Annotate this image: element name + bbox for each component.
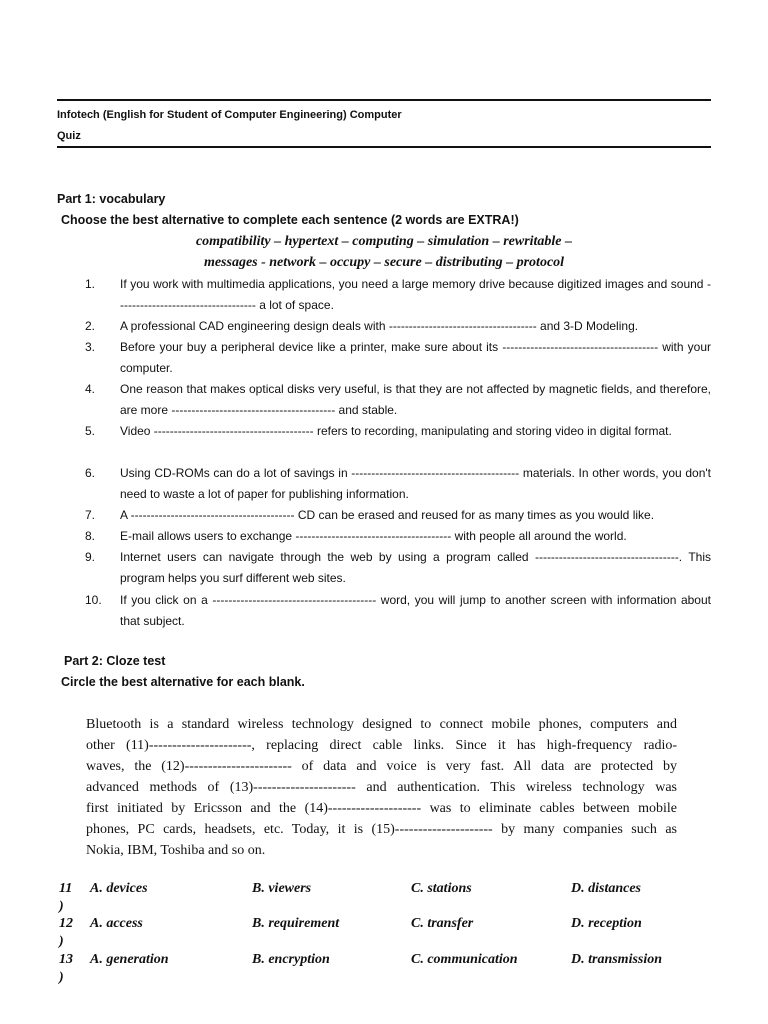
question-text: A ----------------------------------------- CD can be erased and reused for as many times as you would like. xyxy=(120,508,655,522)
option-b[interactable]: B. encryption xyxy=(252,952,330,967)
question-text: Video ---------------------------------------- refers to recording, manipulating and storing video in digital format. xyxy=(120,424,672,438)
option-c[interactable]: C. communication xyxy=(411,952,518,967)
question-text: If you work with multimedia applications, you need a large memory drive because digitized images and sound ----------------------------------- a lot of space. xyxy=(120,277,711,312)
option-d[interactable]: D. distances xyxy=(571,881,641,896)
blank-number: 11 ) xyxy=(59,881,73,914)
option-a[interactable]: A. devices xyxy=(90,881,148,896)
question-number: 10. xyxy=(85,593,102,607)
question-text: If you click on a ----------------------------------------- word, you will jump to another screen with information about that subject. xyxy=(120,593,711,628)
option-a[interactable]: A. generation xyxy=(90,952,169,967)
question-number: 8. xyxy=(85,529,96,543)
part1-title: Part 1: vocabulary xyxy=(57,192,166,206)
question-text: Before your buy a peripheral device like a printer, make sure about its --------------------------------------- with your computer. xyxy=(120,340,711,375)
paragraph-line: waves, the (12)----------------------- of data and voice is very fast. All data are protected by xyxy=(86,759,677,774)
blank-number: 12 ) xyxy=(59,916,73,949)
option-b[interactable]: B. viewers xyxy=(252,881,312,896)
question-number: 6. xyxy=(85,466,96,480)
header-course-title: Infotech (English for Student of Computer Engineering) Computer xyxy=(57,109,402,121)
option-b[interactable]: B. requirement xyxy=(252,916,340,931)
paragraph-line: Nokia, IBM, Toshiba and so on. xyxy=(86,843,266,858)
paragraph-line: first initiated by Ericsson and the (14)-------------------- was to eliminate cables between mobile xyxy=(86,801,677,816)
part1-instruction: Choose the best alternative to complete each sentence (2 words are EXTRA!) xyxy=(61,213,519,227)
word-bank-line-2: messages - network – occupy – secure – distributing – protocol xyxy=(203,255,565,270)
question-text: E-mail allows users to exchange --------------------------------------- with people all around the world. xyxy=(120,529,627,543)
question-number: 2. xyxy=(85,319,96,333)
question-number: 1. xyxy=(85,277,96,291)
question-text: A professional CAD engineering design deals with ------------------------------------- and 3-D Modeling. xyxy=(120,319,639,333)
options-row-13 xyxy=(57,951,711,987)
part2-title: Part 2: Cloze test xyxy=(64,654,166,668)
question-number: 7. xyxy=(85,508,96,522)
option-d[interactable]: D. reception xyxy=(571,916,642,931)
question-text: One reason that makes optical disks very useful, is that they are not affected by magnetic fields, and therefore, are more ----------------------------------------- and stable. xyxy=(120,382,711,417)
question-text: Internet users can navigate through the web by using a program called ------------------------------------. This program helps you surf different web sites. xyxy=(120,550,711,585)
header-quiz-label: Quiz xyxy=(57,130,81,142)
word-bank-line-1: compatibility – hypertext – computing – simulation – rewritable – xyxy=(195,234,573,249)
header-bottom-rule xyxy=(57,146,711,148)
cloze-paragraph xyxy=(86,714,677,861)
options-row-12 xyxy=(57,915,711,951)
paragraph-line: other (11)----------------------, replacing direct cable links. Since it has high-frequency radio- xyxy=(86,738,677,753)
paragraph-line: phones, PC cards, headsets, etc. Today, it is (15)--------------------- by many companies such as xyxy=(86,822,677,837)
option-c[interactable]: C. transfer xyxy=(411,916,474,931)
question-number: 5. xyxy=(85,424,96,438)
option-a[interactable]: A. access xyxy=(90,916,143,931)
options-row-11 xyxy=(57,880,711,916)
part2-instruction: Circle the best alternative for each blank. xyxy=(61,675,305,689)
question-text: Using CD-ROMs can do a lot of savings in ------------------------------------------ materials. In other words, you don't need to waste a lot of paper for publishing information. xyxy=(120,466,711,501)
question-number: 4. xyxy=(85,382,96,396)
question-number: 9. xyxy=(85,550,96,564)
option-c[interactable]: C. stations xyxy=(411,881,472,896)
paragraph-line: Bluetooth is a standard wireless technology designed to connect mobile phones, computers and xyxy=(86,717,677,732)
blank-number: 13 ) xyxy=(59,952,73,985)
question-number: 3. xyxy=(85,340,96,354)
header-top-rule xyxy=(57,99,711,101)
option-d[interactable]: D. transmission xyxy=(571,952,663,967)
paragraph-line: advanced methods of (13)---------------------- and authentication. This wireless technology was xyxy=(86,780,677,795)
